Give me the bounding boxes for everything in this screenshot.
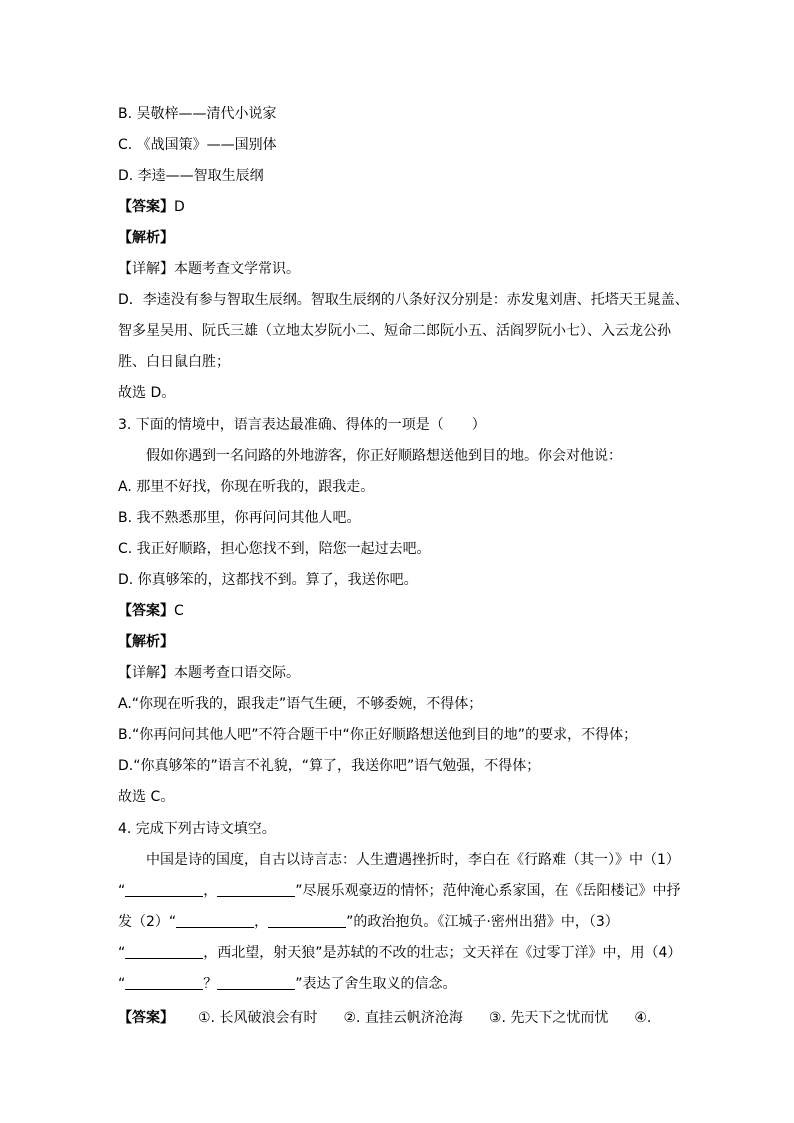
q2-option-d: D. 李逵——智取生辰纲 [118,168,264,184]
q2-explain-line-2: 智多星吴用、阮氏三雄（立地太岁阮小二、短命二郎阮小五、活阎罗阮小七）、入云龙公孙 [118,323,671,339]
q2-conclusion: 故选 D。 [118,385,176,401]
q2-option-b: B. 吴敬梓——清代小说家 [118,106,277,122]
answer-2: ②. 直挂云帆济沧海 [343,1010,463,1026]
q4-passage-line-3: 发（2）“ ， ”的政治抱负。《江城子·密州出猎》中，（3） [118,914,619,930]
q4-answer [118,1008,698,1028]
q4-passage-line-2: “ ， ”尽展乐观豪迈的情怀；范仲淹心系家国，在《岳阳楼记》中抒 [118,883,681,899]
q4-passage-line-5: “ ？ ”表达了舍生取义的信念。 [118,976,457,992]
q3-explain-b: B.“你再问问其他人吧”不符合题干中“你正好顺路想送他到目的地”的要求，不得体； [118,727,638,743]
q3-option-d: D. 你真够笨的，这都找不到。算了，我送你吧。 [118,572,418,588]
q3-conclusion: 故选 C。 [118,789,175,805]
q4-passage-line-4: “ ，西北望，射天狼”是苏轼的不改的壮志；文天祥在《过零丁洋》中，用（4） [118,945,682,961]
fill-blank-3 [176,913,254,928]
answer-3: ③. 先天下之忧而忧 [488,1010,609,1026]
q3-explain-d: D.“你真够笨的”语言不礼貌，“算了，我送你吧”语气勉强，不得体； [118,758,541,774]
q2-detail: 【详解】本题考查文学常识。 [118,261,300,277]
q2-analysis-label: 【解析】 [118,230,174,246]
answer-value: C [174,603,184,619]
answer-label: 【答案】 [118,1010,174,1026]
fill-blank-7 [217,975,295,990]
q3-detail: 【详解】本题考查口语交际。 [118,665,300,681]
q2-answer [118,197,698,217]
q2-explain-line-1: D．李逵没有参与智取生辰纲。智取生辰纲的八条好汉分别是：赤发鬼刘唐、托塔天王晁盖、 [118,292,689,308]
q3-option-a: A. 那里不好找，你现在听我的，跟我走。 [118,479,375,495]
q3-answer [118,601,698,621]
answer-label: 【答案】 [118,199,174,215]
q3-stem: 3. 下面的情境中，语言表达最准确、得体的一项是（ ） [118,417,486,433]
fill-blank-1 [125,882,203,897]
answer-4: ④. [634,1010,652,1026]
fill-blank-4 [268,913,346,928]
q3-option-c: C. 我正好顺路，担心您找不到，陪您一起过去吧。 [118,541,431,557]
fill-blank-5 [125,944,203,959]
q3-analysis-label: 【解析】 [118,634,174,650]
answer-1: ①. 长风破浪会有时 [198,1010,318,1026]
fill-blank-2 [217,882,295,897]
q4-stem: 4. 完成下列古诗文填空。 [118,821,276,837]
q3-option-b: B. 我不熟悉那里，你再问问其他人吧。 [118,510,361,526]
answer-label: 【答案】 [118,603,174,619]
answer-value: D [174,199,185,215]
q3-explain-a: A.“你现在听我的，跟我走”语气生硬，不够委婉，不得体； [118,696,483,712]
q2-explain-line-3: 胜、白日鼠白胜； [118,354,230,370]
q3-context: 假如你遇到一名问路的外地游客，你正好顺路想送他到目的地。你会对他说： [146,448,622,464]
q4-passage-line-1: 中国是诗的国度，自古以诗言志：人生遭遇挫折时，李白在《行路难（其一）》中（1） [146,852,680,868]
q2-option-c: C. 《战国策》——国别体 [118,137,277,153]
fill-blank-6 [125,975,203,990]
